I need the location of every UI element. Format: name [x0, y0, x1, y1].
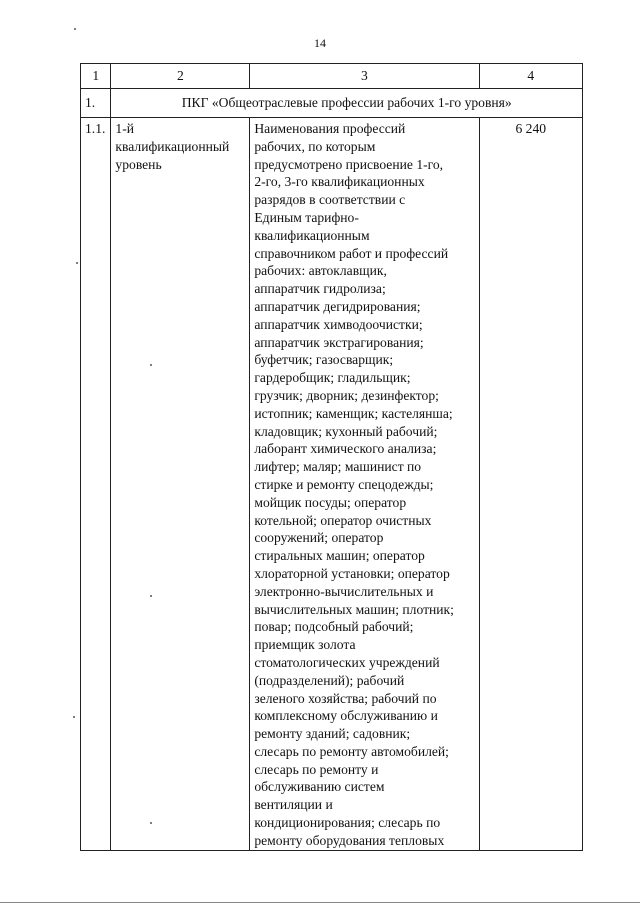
professions-line: аппаратчик экстрагирования; — [254, 334, 424, 350]
professions-line: лифтер; маляр; машинист по — [254, 459, 422, 475]
professions-line: слесарь по ремонту и — [254, 761, 379, 777]
group-row — [81, 89, 583, 118]
professions-line: кондиционирования; слесарь по — [254, 815, 441, 831]
qualification-line: уровень — [115, 156, 162, 172]
professions-line: сооружений; оператор — [254, 530, 384, 546]
professions-line: Единым тарифно- — [254, 209, 359, 225]
qualification-line: квалификационный — [115, 138, 230, 154]
professions-line: истопник; каменщик; кастелянша; — [254, 405, 453, 421]
qualification-line: 1-й — [115, 121, 135, 136]
professions-line: (подразделений); рабочий — [254, 672, 405, 688]
professions-line: справочником работ и профессий — [254, 245, 449, 261]
salary-table — [80, 63, 583, 851]
professions-line: рабочих: автоклавщик, — [254, 263, 387, 279]
professions-line: стирке и ремонту спецодежды; — [254, 476, 434, 492]
professions-line: комплексному обслуживанию и — [254, 708, 438, 724]
scan-speck — [74, 28, 76, 30]
professions-line: аппаратчик дегидрирования; — [254, 298, 421, 314]
header-cell-3: 3 — [250, 64, 479, 89]
professions-line: ремонту зданий; садовник; — [254, 726, 411, 742]
professions-line: стоматологических учреждений — [254, 654, 440, 670]
level-row — [81, 118, 583, 851]
table-header-row — [81, 64, 583, 89]
professions-line: аппаратчик химводоочистки; — [254, 316, 423, 332]
professions-line: стиральных машин; оператор — [254, 548, 425, 564]
qualification-level-cell — [111, 118, 250, 851]
scan-speck — [76, 262, 78, 264]
professions-line: электронно-вычислительных и — [254, 583, 434, 599]
professions-line: грузчик; дворник; дезинфектор; — [254, 387, 439, 403]
professions-line: повар; подсобный рабочий; — [254, 619, 414, 635]
professions-line: разрядов в соответствии с — [254, 192, 406, 208]
scan-speck — [150, 822, 152, 824]
professions-line: лаборант химического анализа; — [254, 441, 437, 457]
salary-value: 6 240 — [479, 118, 582, 851]
professions-line: зеленого хозяйства; рабочий по — [254, 690, 437, 706]
professions-line: 2-го, 3-го квалификационных — [254, 174, 425, 190]
group-number: 1. — [81, 89, 111, 118]
scan-bottom-edge — [0, 902, 640, 903]
group-title: ПКГ «Общеотраслевые профессии рабочих 1-го уровня» — [111, 89, 583, 118]
header-cell-2: 2 — [111, 64, 250, 89]
professions-line: рабочих, по которым — [254, 138, 376, 154]
professions-line: мойщик посуды; оператор — [254, 494, 407, 510]
professions-line: обслуживанию систем — [254, 779, 385, 795]
scan-speck — [150, 364, 152, 366]
professions-line: квалификационным — [254, 227, 370, 243]
professions-line: ремонту оборудования тепловых — [254, 832, 445, 848]
professions-line: вычислительных машин; плотник; — [254, 601, 454, 617]
professions-line: слесарь по ремонту автомобилей; — [254, 743, 449, 759]
professions-line: Наименования профессий — [254, 121, 406, 136]
professions-line: приемщик золота — [254, 637, 356, 653]
header-cell-4: 4 — [479, 64, 582, 89]
professions-line: хлораторной установки; оператор — [254, 565, 450, 581]
professions-line: гардеробщик; гладильщик; — [254, 370, 411, 386]
scan-speck — [150, 595, 152, 597]
professions-line: вентиляции и — [254, 797, 333, 813]
level-number: 1.1. — [81, 118, 111, 851]
professions-line: буфетчик; газосварщик; — [254, 352, 394, 368]
professions-line: котельной; оператор очистных — [254, 512, 432, 528]
scan-speck — [73, 716, 75, 718]
professions-cell — [250, 118, 479, 851]
page-number: 14 — [314, 36, 326, 50]
professions-line: кладовщик; кухонный рабочий; — [254, 423, 438, 439]
header-cell-1: 1 — [81, 64, 111, 89]
professions-line: предусмотрено присвоение 1-го, — [254, 156, 444, 172]
professions-line: аппаратчик гидролиза; — [254, 281, 386, 297]
